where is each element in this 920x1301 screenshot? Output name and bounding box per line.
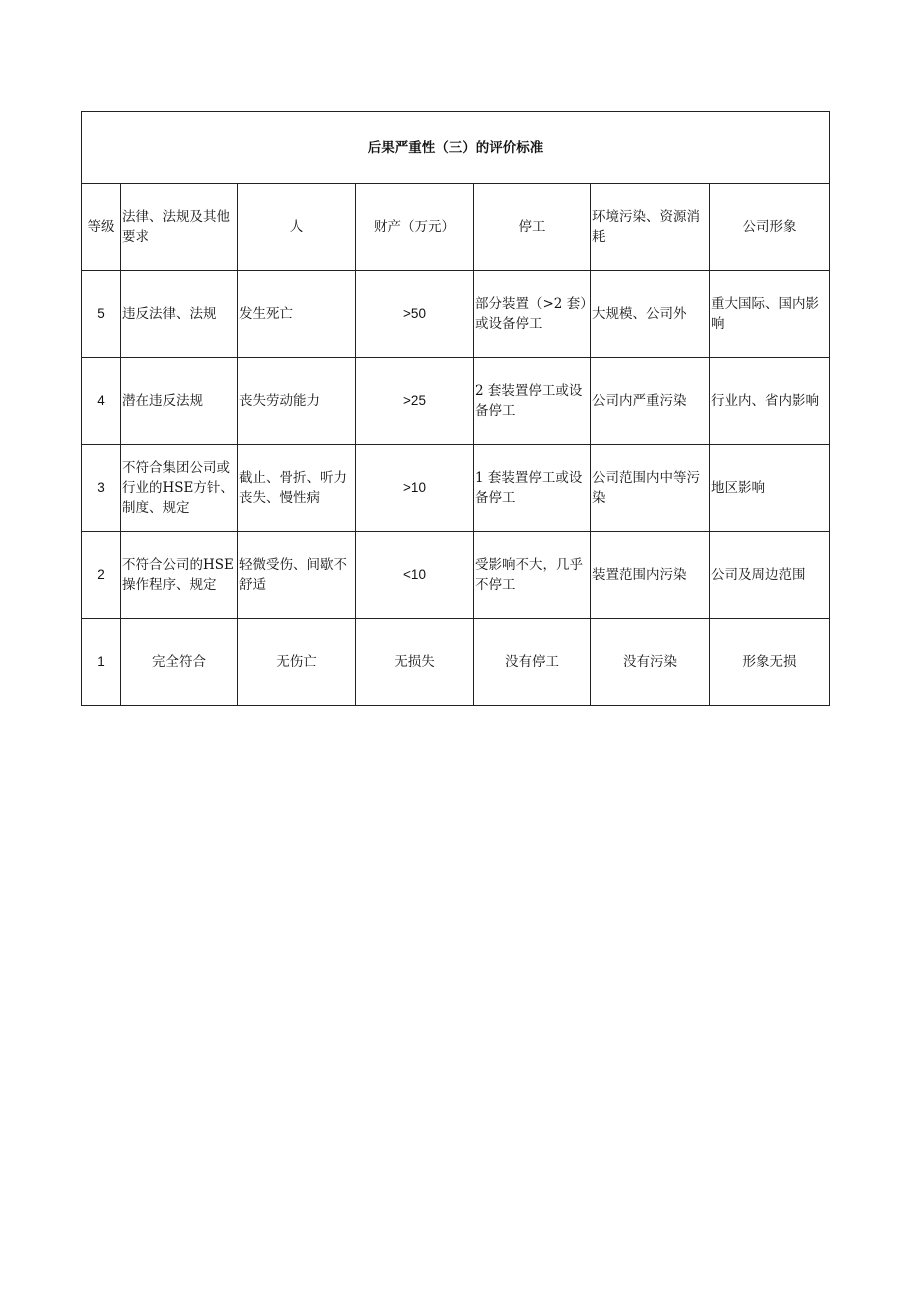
header-environment: 环境污染、资源消耗	[591, 184, 710, 271]
row-image: 公司及周边范围	[710, 532, 830, 619]
table-row	[82, 445, 830, 532]
header-law: 法律、法规及其他要求	[121, 184, 238, 271]
row-shutdown: 没有停工	[474, 619, 591, 706]
row-shutdown: 1 套装置停工或设备停工	[474, 445, 591, 532]
header-image: 公司形象	[710, 184, 830, 271]
severity-criteria-table	[81, 111, 830, 706]
row-law: 完全符合	[121, 619, 238, 706]
row-image: 形象无损	[710, 619, 830, 706]
table-row	[82, 619, 830, 706]
row-property: 无损失	[356, 619, 474, 706]
row-image: 地区影响	[710, 445, 830, 532]
row-level: 1	[82, 619, 121, 706]
header-shutdown: 停工	[474, 184, 591, 271]
table-row	[82, 532, 830, 619]
row-environment: 装置范围内污染	[591, 532, 710, 619]
row-shutdown: 2 套装置停工或设备停工	[474, 358, 591, 445]
table-row	[82, 358, 830, 445]
row-property: >50	[356, 271, 474, 358]
row-environment: 没有污染	[591, 619, 710, 706]
table-row	[82, 271, 830, 358]
row-level: 4	[82, 358, 121, 445]
row-level: 5	[82, 271, 121, 358]
row-environment: 公司范围内中等污染	[591, 445, 710, 532]
row-law: 违反法律、法规	[121, 271, 238, 358]
row-shutdown: 部分装置（>2 套）或设备停工	[474, 271, 591, 358]
row-person: 无伤亡	[238, 619, 356, 706]
row-law: 潜在违反法规	[121, 358, 238, 445]
header-property: 财产（万元）	[356, 184, 474, 271]
row-environment: 公司内严重污染	[591, 358, 710, 445]
row-property: >10	[356, 445, 474, 532]
row-image: 重大国际、国内影响	[710, 271, 830, 358]
header-row	[82, 184, 830, 271]
row-person: 丧失劳动能力	[238, 358, 356, 445]
table-title: 后果严重性（三）的评价标准	[82, 112, 830, 184]
row-environment: 大规模、公司外	[591, 271, 710, 358]
row-level: 2	[82, 532, 121, 619]
evaluation-criteria-sheet	[81, 111, 829, 706]
row-person: 发生死亡	[238, 271, 356, 358]
header-person: 人	[238, 184, 356, 271]
row-property: >25	[356, 358, 474, 445]
header-level: 等级	[82, 184, 121, 271]
row-law: 不符合集团公司或行业的HSE方针、制度、规定	[121, 445, 238, 532]
row-image: 行业内、省内影响	[710, 358, 830, 445]
row-property: <10	[356, 532, 474, 619]
row-shutdown: 受影响不大，几乎不停工	[474, 532, 591, 619]
row-law: 不符合公司的HSE操作程序、规定	[121, 532, 238, 619]
row-level: 3	[82, 445, 121, 532]
row-person: 截止、骨折、听力丧失、慢性病	[238, 445, 356, 532]
title-row	[82, 112, 830, 184]
row-person: 轻微受伤、间歇不舒适	[238, 532, 356, 619]
